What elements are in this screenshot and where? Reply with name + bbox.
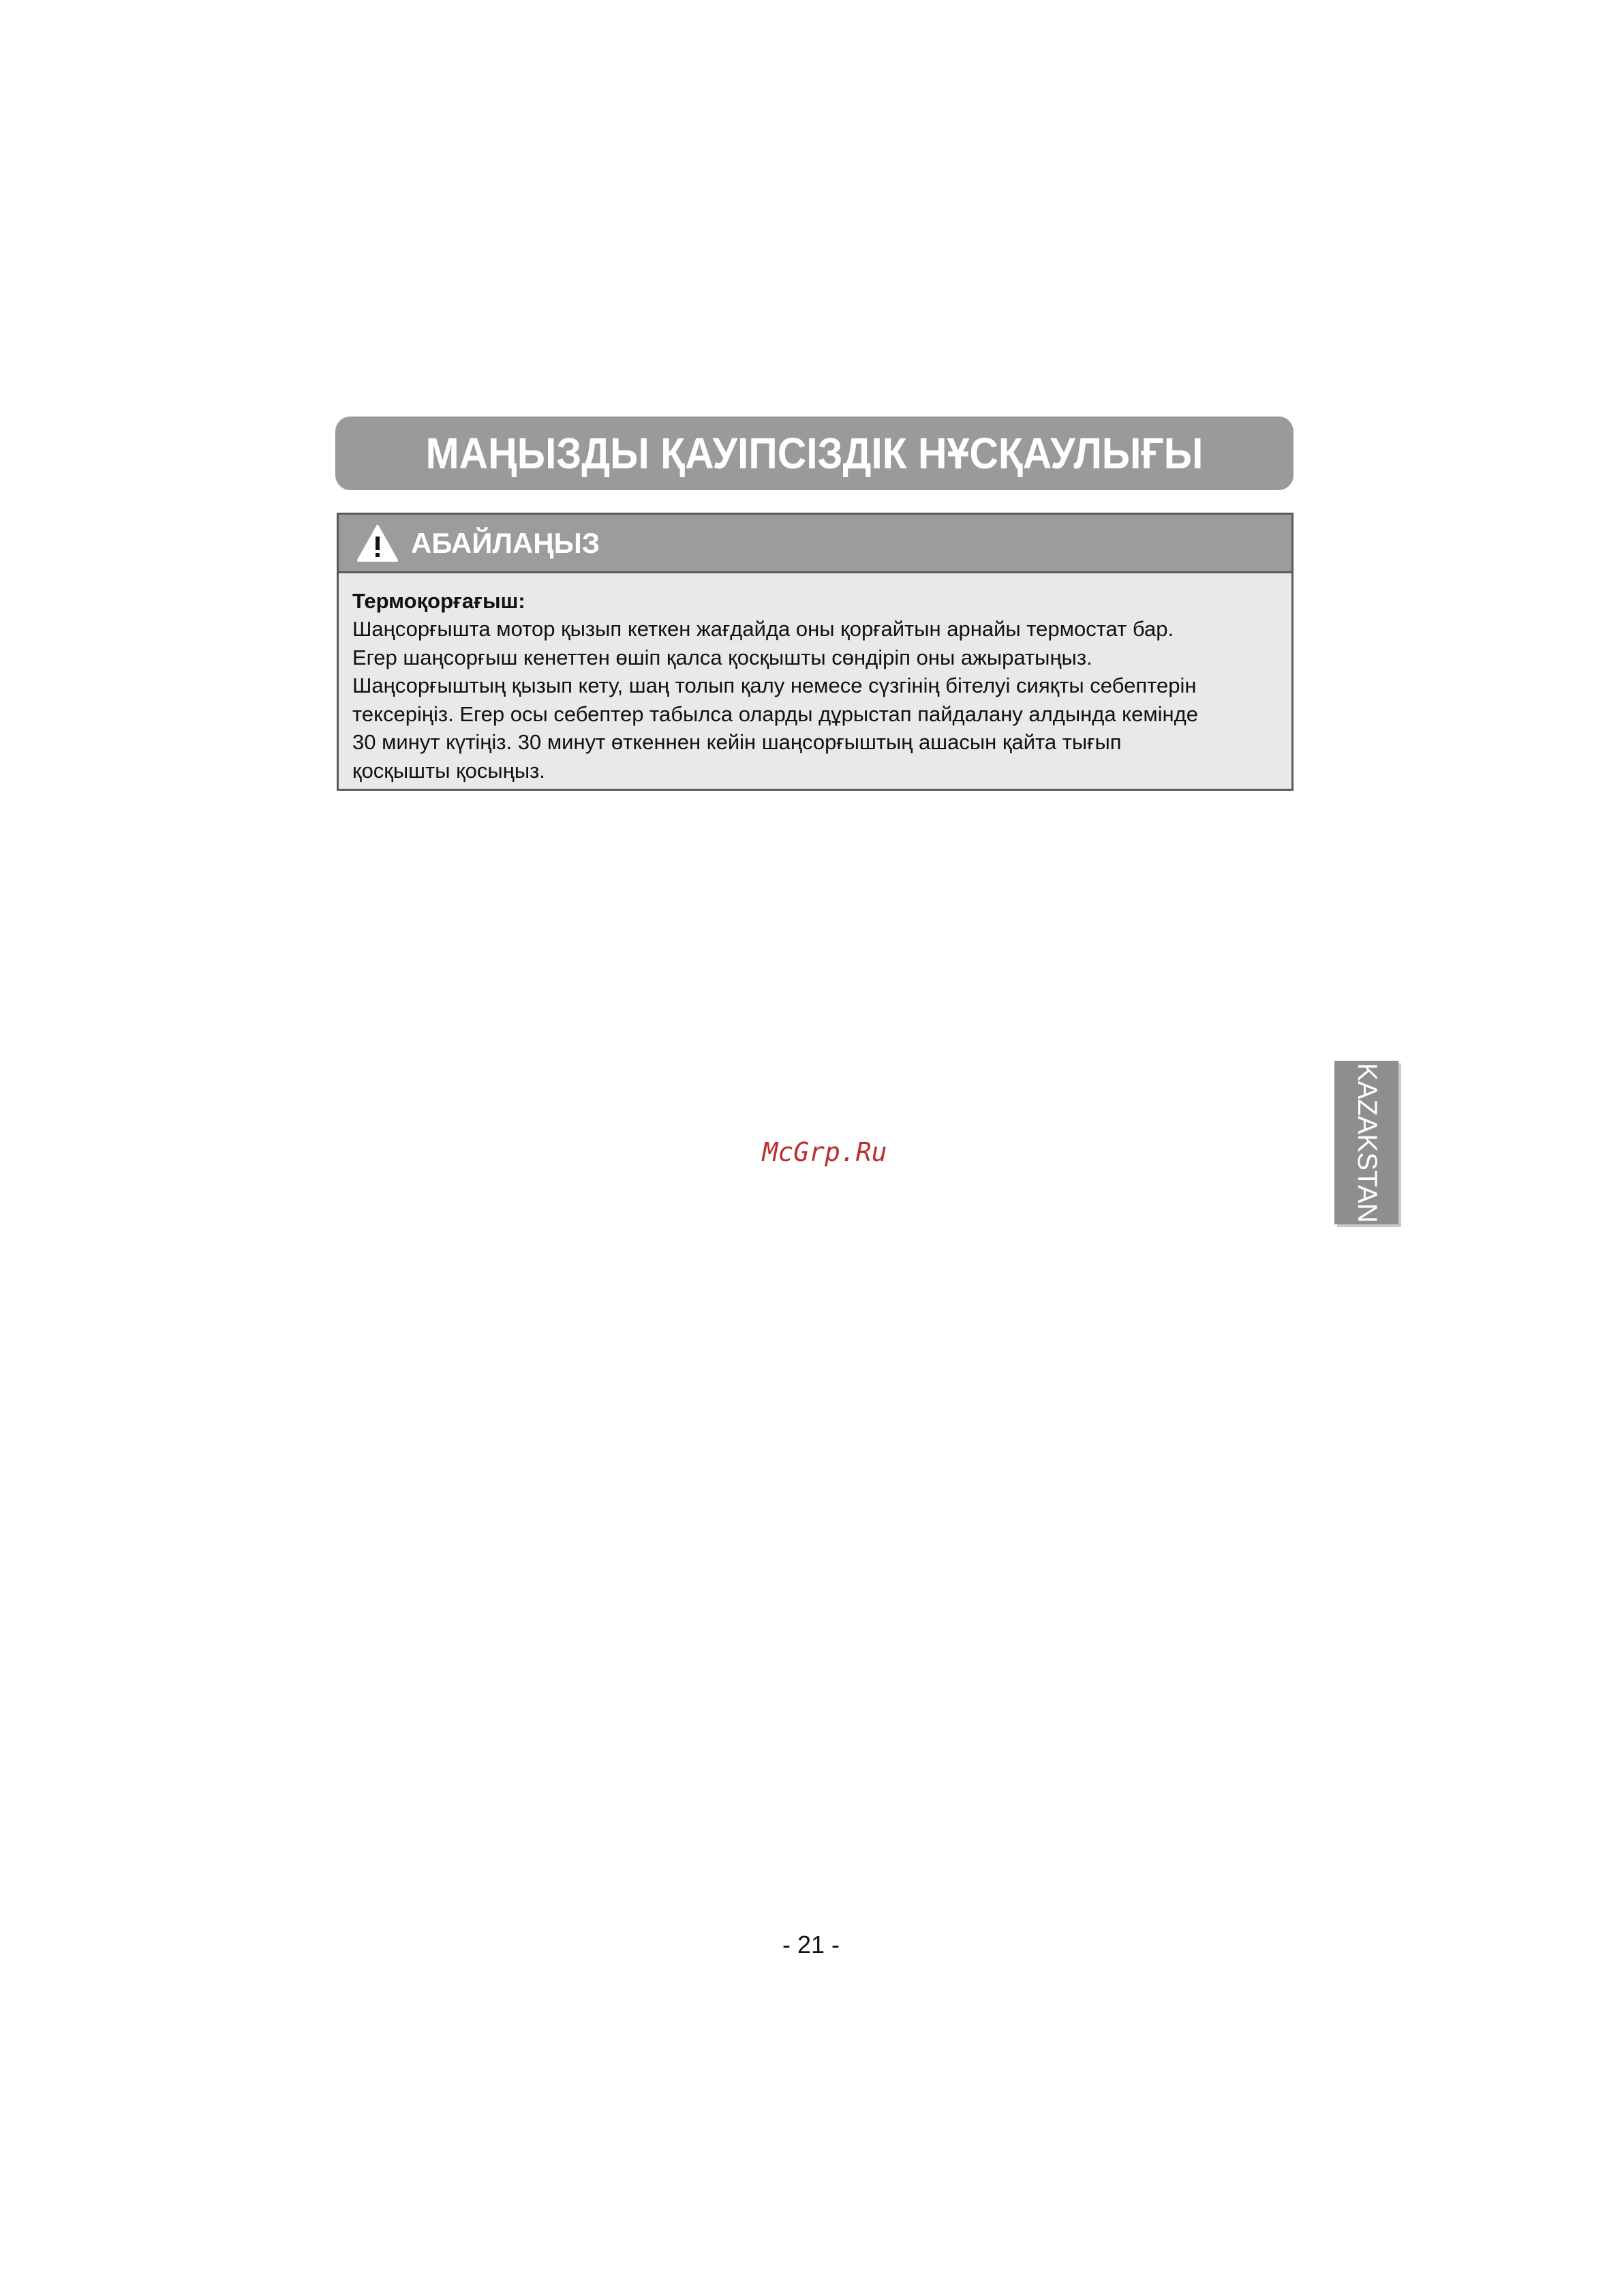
page-title: МАҢЫЗДЫ ҚАУІПСІЗДІК НҰСҚАУЛЫҒЫ bbox=[425, 429, 1204, 478]
caution-text-line: тексеріңіз. Егер осы себептер табылса оларды дұрыстап пайдалану алдында кемінде bbox=[352, 701, 1198, 726]
caution-text-line: Шаңсорғыштың қызып кету, шаң толып қалу немесе сүзгінің бітелуі сияқты себептерін bbox=[352, 674, 1197, 697]
caution-text-line: Егер шаңсорғыш кенеттен өшіп қалса қосқышты сөндіріп оны ажыратыңыз. bbox=[352, 645, 1092, 669]
warning-triangle-icon bbox=[356, 524, 399, 562]
watermark: McGrp.Ru bbox=[762, 1137, 887, 1167]
section-title-banner bbox=[335, 417, 1294, 490]
caution-text-line: Шаңсорғышта мотор қызып кеткен жағдайда оны қорғайтын арнайы термостат бар. bbox=[352, 617, 1174, 641]
caution-header bbox=[339, 515, 1291, 573]
caution-heading: Термоқорғағыш: bbox=[352, 589, 525, 613]
caution-box bbox=[337, 513, 1294, 791]
page-number: - 21 - bbox=[782, 1931, 840, 1959]
caution-text-line: 30 минут күтіңіз. 30 минут өткеннен кейін шаңсорғыштың ашасын қайта тығып bbox=[352, 730, 1122, 754]
caution-text-line: қосқышты қосыңыз. bbox=[352, 758, 545, 783]
language-side-tab bbox=[1334, 1061, 1398, 1224]
caution-title: АБАЙЛАҢЫЗ bbox=[411, 526, 600, 559]
language-side-tab-label: KAZAKSTAN bbox=[1351, 1062, 1382, 1223]
caution-body bbox=[339, 573, 1291, 785]
